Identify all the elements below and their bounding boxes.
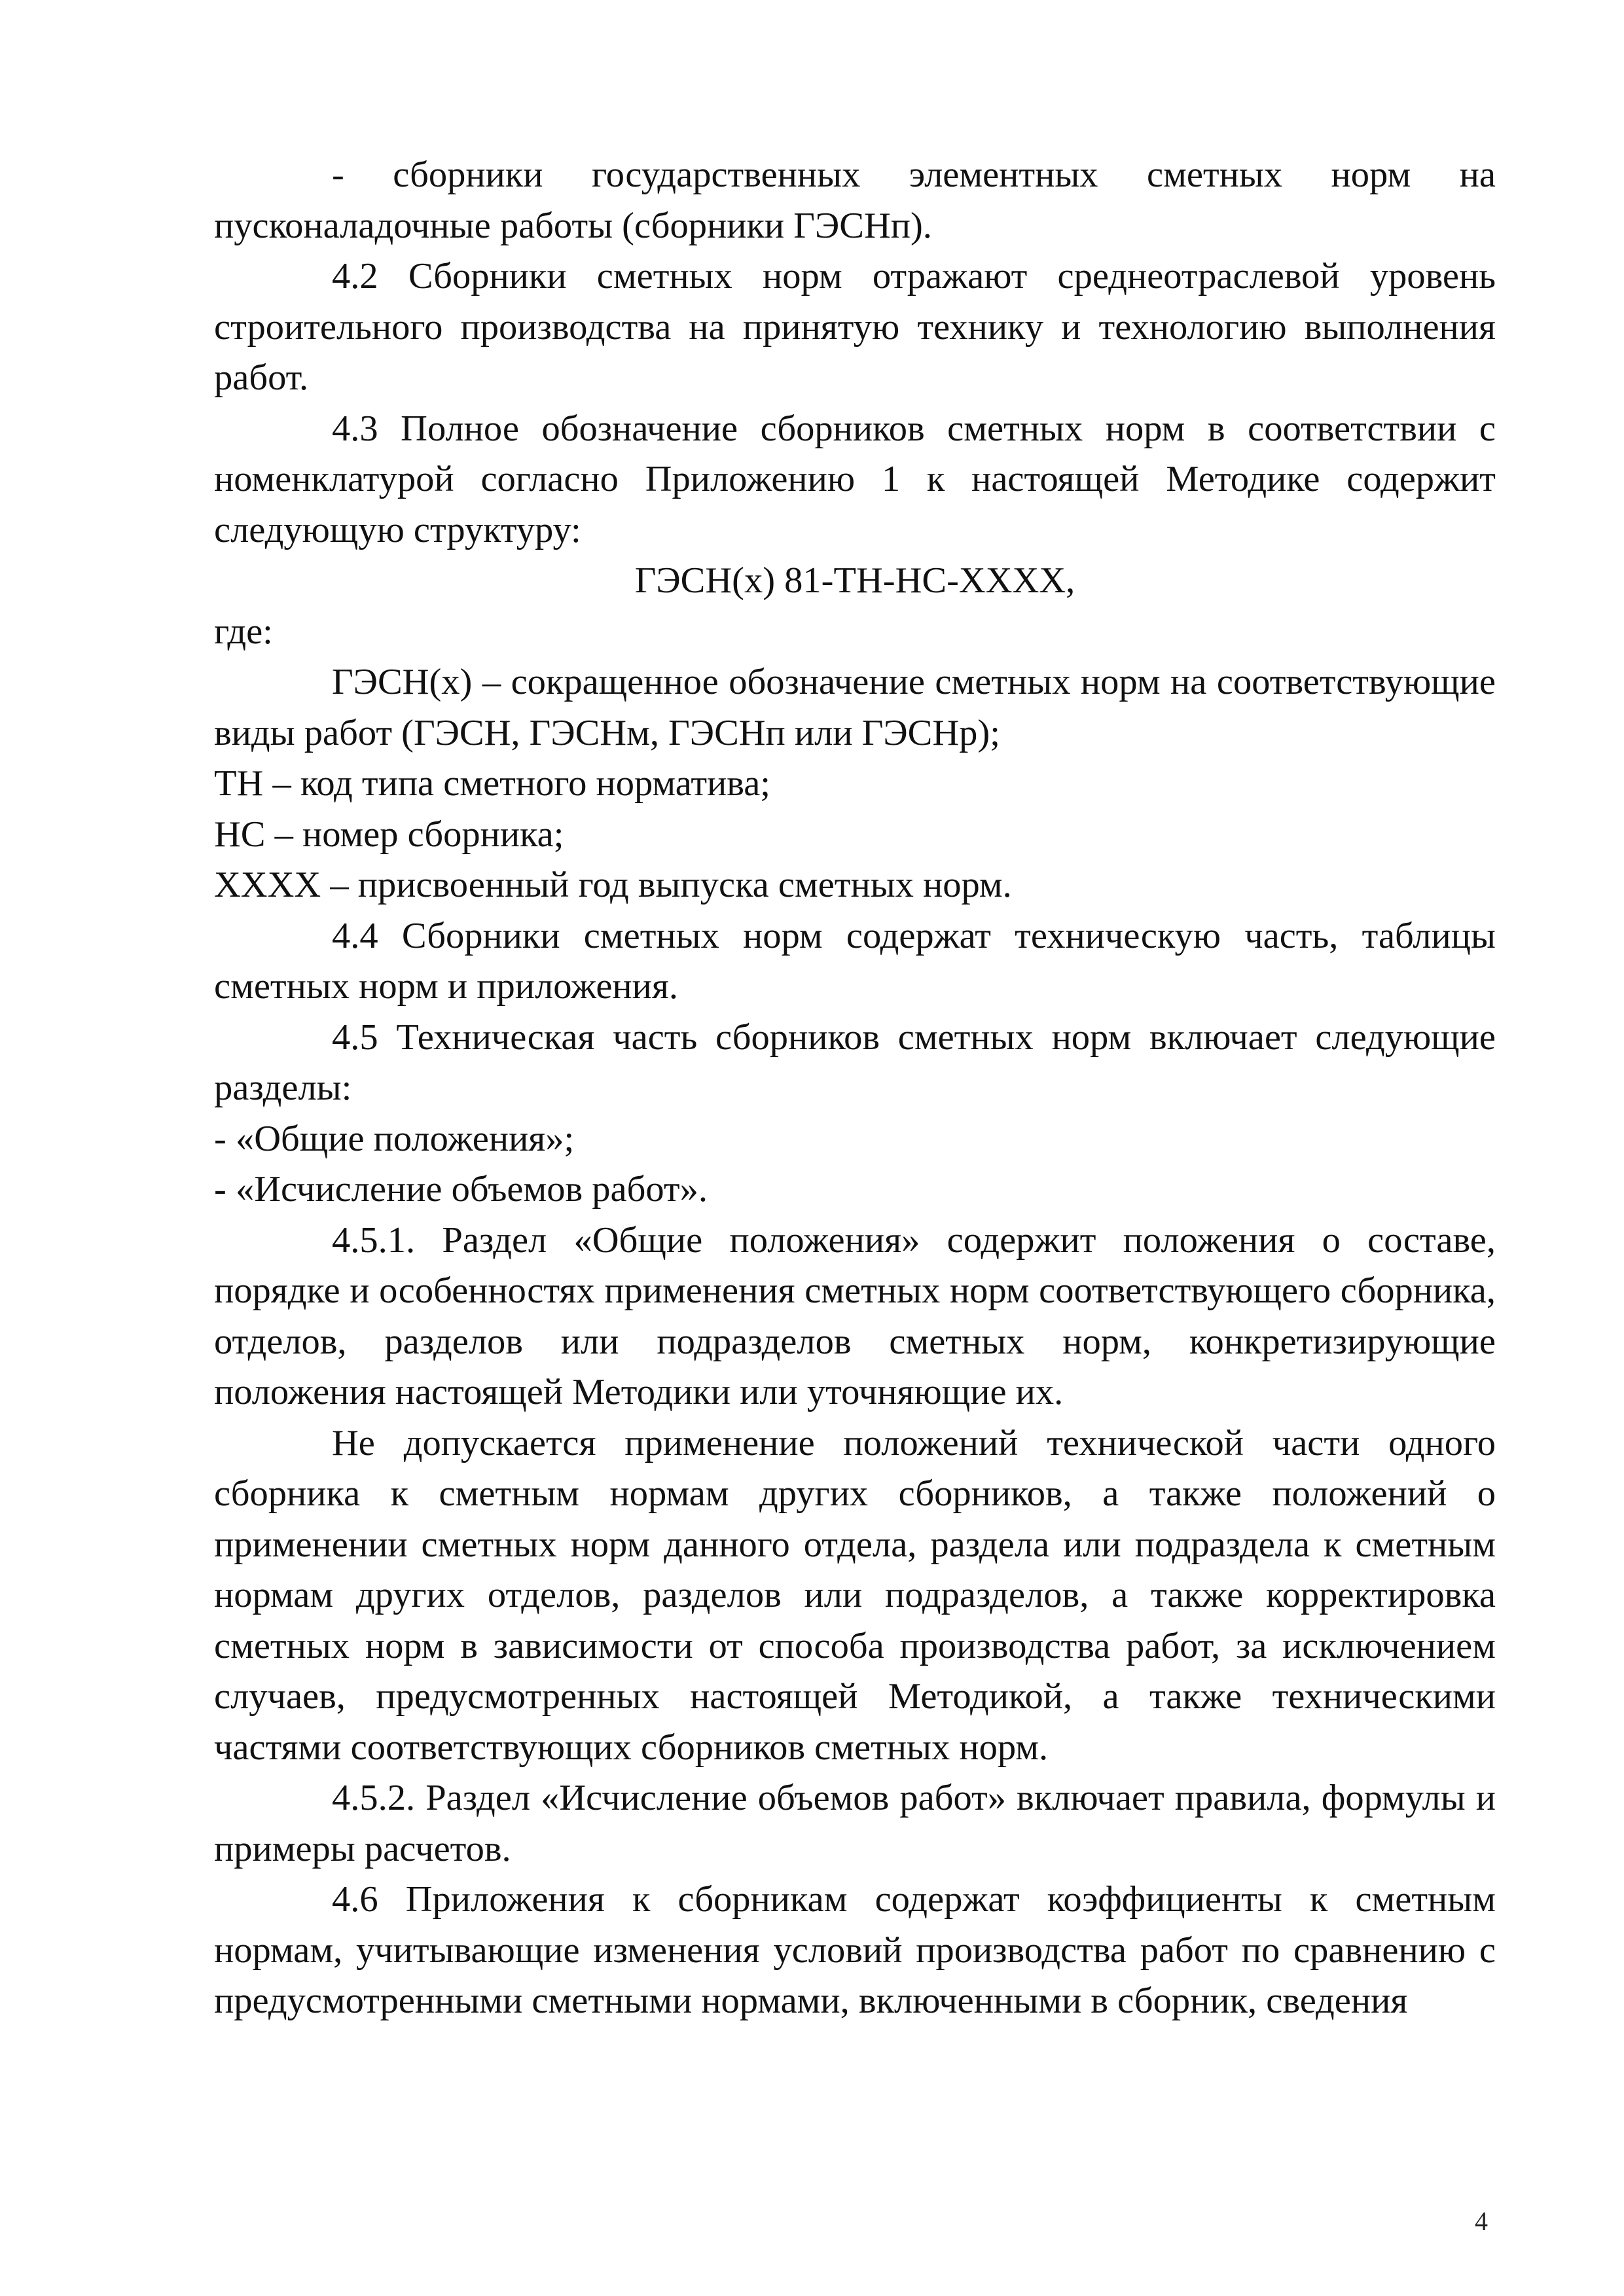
definition-ns: НС – номер сборника;	[214, 814, 564, 855]
definition-gesn-x: ГЭСН(х) – сокращенное обозначение сметных норм на соответствующие виды работ (ГЭСН, ГЭСНм, ГЭСНп или ГЭСНр);	[214, 662, 1496, 753]
list-item-general-provisions: - «Общие положения»;	[214, 1118, 575, 1159]
designation-formula: ГЭСН(х) 81-ТН-НС-ХХХХ,	[634, 560, 1075, 601]
paragraph-4-4: 4.4 Сборники сметных норм содержат техническую часть, таблицы сметных норм и приложения.	[214, 915, 1496, 1007]
paragraph-4-2: 4.2 Сборники сметных норм отражают среднеотраслевой уровень строительного производства на принятую технику и технологию выполнения работ.	[214, 256, 1496, 398]
where-label: где:	[214, 611, 273, 652]
list-item-volume-calculation: - «Исчисление объемов работ».	[214, 1169, 708, 1210]
paragraph-gesnp-list-item: - сборники государственных элементных сметных норм на пусконаладочные работы (сборники ГЭСНп).	[214, 154, 1496, 246]
paragraph-4-5: 4.5 Техническая часть сборников сметных норм включает следующие разделы:	[214, 1016, 1496, 1108]
document-body	[214, 150, 1496, 2027]
paragraph-4-6: 4.6 Приложения к сборникам содержат коэффициенты к сметным нормам, учитывающие изменения условий производства работ по сравнению с предусмотренными сметными нормами, включенными в сборник, сведения	[214, 1879, 1496, 2021]
paragraph-4-5-1: 4.5.1. Раздел «Общие положения» содержит положения о составе, порядке и особенностях применения сметных норм соответствующего сборника, отделов, разделов или подразделов сметных норм, конкретизирующие положения настоящей Методики или уточняющие их.	[214, 1219, 1496, 1412]
definition-xxxx: ХХХХ – присвоенный год выпуска сметных норм.	[214, 865, 1012, 905]
page-number: 4	[1475, 2206, 1488, 2236]
paragraph-restriction: Не допускается применение положений технической части одного сборника к сметным нормам других сборников, а также положений о применении сметных норм данного отдела, раздела или подраздела к сметным нормам других отделов, разделов или подразделов, а также корректировка сметных норм в зависимости от способа производства работ, за исключением случаев, предусмотренных настоящей Методикой, а также техническими частями соответствующих сборников сметных норм.	[214, 1422, 1496, 1768]
paragraph-4-5-2: 4.5.2. Раздел «Исчисление объемов работ» включает правила, формулы и примеры расчетов.	[214, 1778, 1496, 1869]
paragraph-4-3: 4.3 Полное обозначение сборников сметных норм в соответствии с номенклатурой согласно Приложению 1 к настоящей Методике содержит следующую структуру:	[214, 408, 1496, 550]
definition-tn: ТН – код типа сметного норматива;	[214, 763, 770, 804]
